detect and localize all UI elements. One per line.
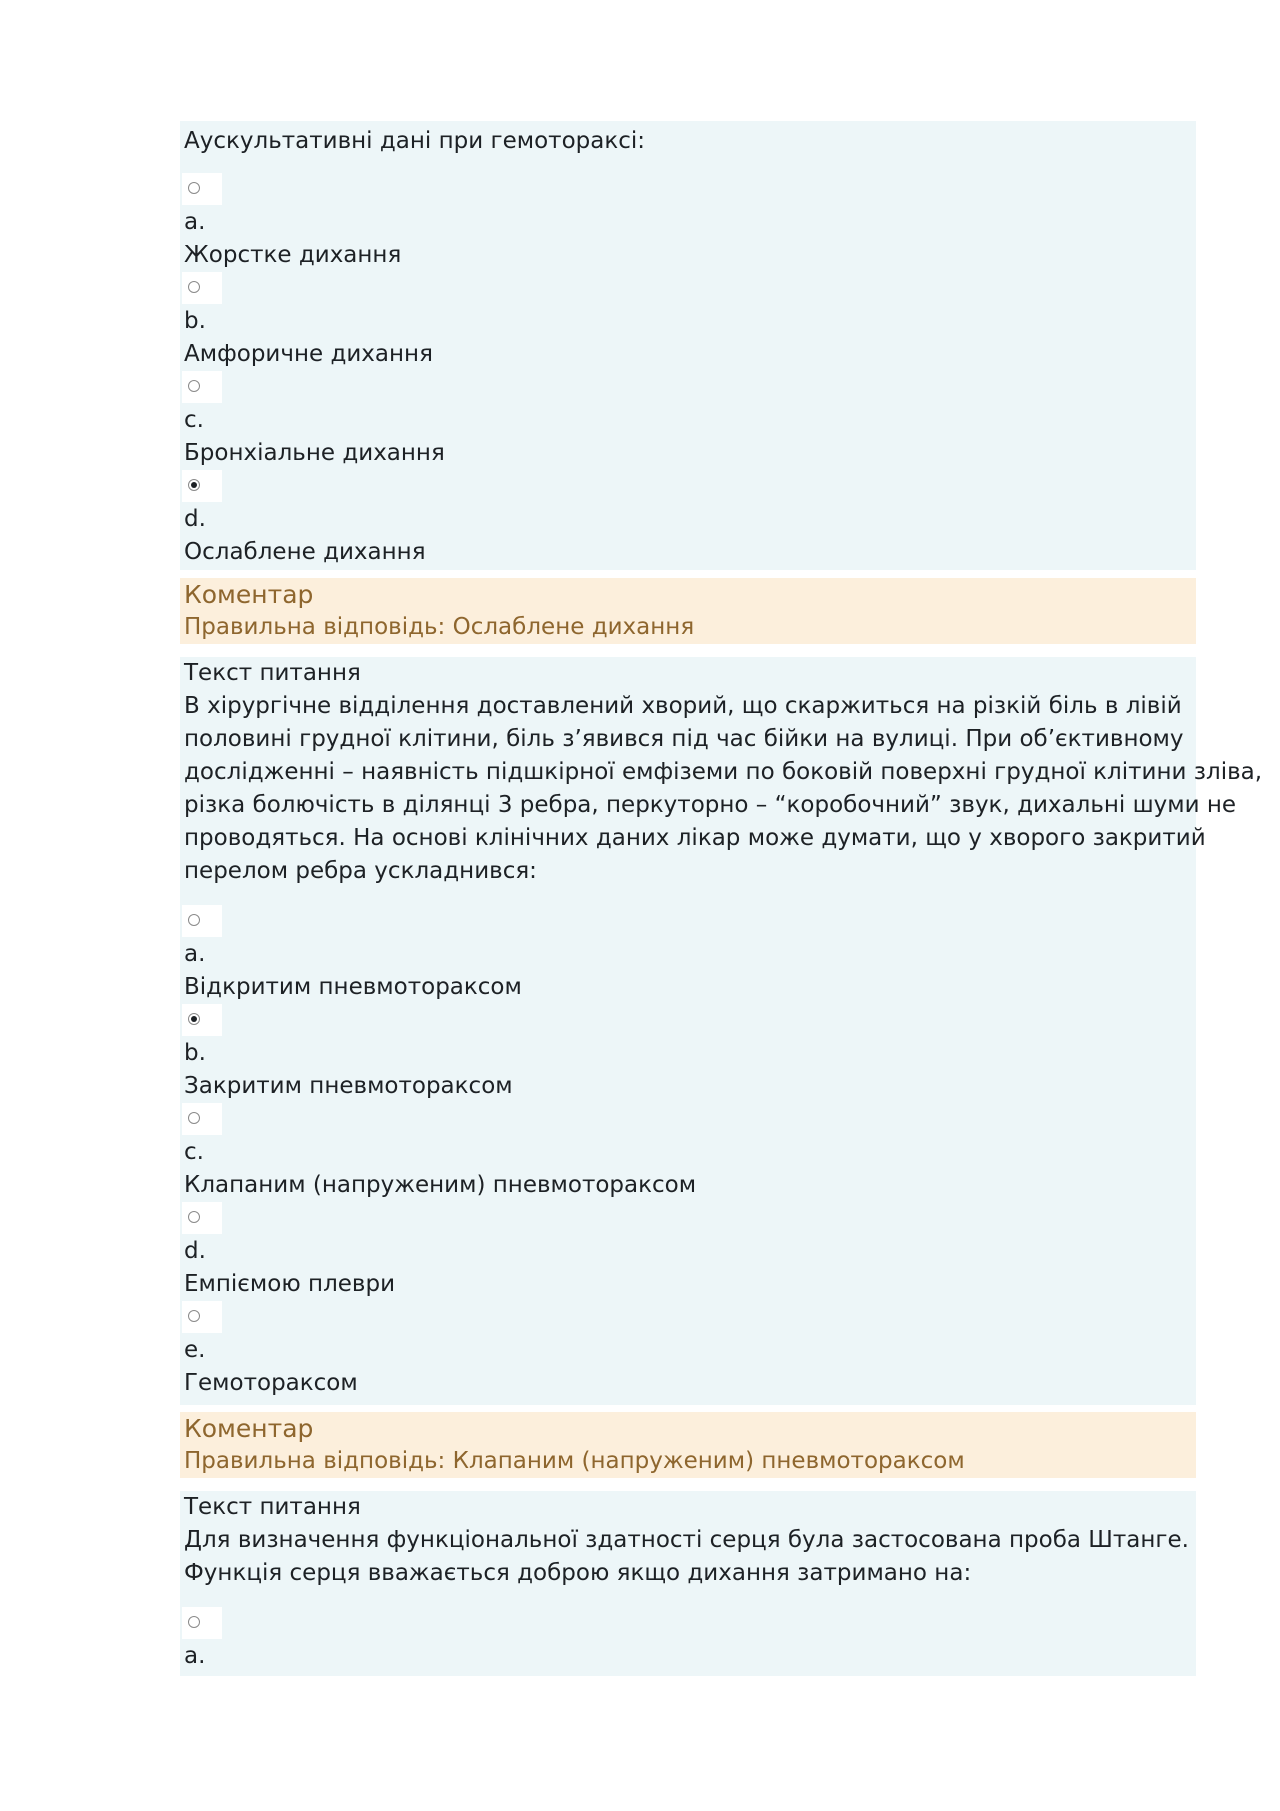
question-line: половині грудної клітини, біль з’явився під час бійки на вулиці. При об’єктивному — [184, 726, 1184, 752]
comment-1 — [180, 578, 1196, 644]
question-2 — [180, 657, 1263, 1405]
question-line: перелом ребра ускладнився: — [184, 858, 537, 884]
option-text[interactable]: Клапаним (напруженим) пневмотораксом — [184, 1172, 697, 1198]
radio-wrap — [182, 371, 222, 403]
radio-option-d[interactable] — [188, 1211, 200, 1223]
radio-option-a[interactable] — [188, 914, 200, 926]
radio-option-c[interactable] — [188, 1112, 200, 1124]
radio-option-e[interactable] — [188, 1310, 200, 1322]
question-line: В хірургічне відділення доставлений хворий, що скаржиться на різкій біль в лівій — [184, 693, 1182, 719]
question-1 — [180, 121, 1196, 570]
question-text-label: Текст питання — [184, 1494, 361, 1520]
radio-wrap — [182, 1607, 222, 1639]
option-letter: a. — [184, 1643, 206, 1669]
question-3 — [180, 1491, 1196, 1676]
question-line: Для визначення функціональної здатності серця була застосована проба Штанге. — [184, 1527, 1189, 1553]
radio-wrap — [182, 470, 222, 502]
option-text[interactable]: Закритим пневмотораксом — [184, 1073, 513, 1099]
correct-answer: Правильна відповідь: Клапаним (напруженим) пневмотораксом — [184, 1448, 965, 1474]
question-line: проводяться. На основі клінічних даних лікар може думати, що у хворого закритий — [184, 825, 1206, 851]
radio-option-d[interactable] — [188, 479, 200, 491]
option-letter: b. — [184, 1040, 206, 1066]
radio-wrap — [182, 1301, 222, 1333]
radio-wrap — [182, 1004, 222, 1036]
option-letter: a. — [184, 941, 206, 967]
question-line: Функція серця вважається доброю якщо дихання затримано на: — [184, 1560, 972, 1586]
radio-option-b[interactable] — [188, 1013, 200, 1025]
radio-wrap — [182, 1103, 222, 1135]
comment-2 — [180, 1412, 1196, 1478]
option-text[interactable]: Відкритим пневмотораксом — [184, 974, 522, 1000]
radio-option-c[interactable] — [188, 380, 200, 392]
radio-wrap — [182, 272, 222, 304]
option-text[interactable]: Емпіємою плеври — [184, 1271, 396, 1297]
option-letter: d. — [184, 1238, 206, 1264]
option-text[interactable]: Бронхіальне дихання — [184, 440, 445, 466]
option-text[interactable]: Ослаблене дихання — [184, 539, 426, 565]
comment-title: Коментар — [184, 1414, 314, 1443]
option-letter: c. — [184, 1139, 204, 1165]
option-text[interactable]: Гемотораксом — [184, 1370, 358, 1396]
question-line: дослідженні – наявність підшкірної емфіземи по боковій поверхні грудної клітини зліва, — [184, 759, 1263, 785]
question-prompt: Аускультативні дані при гемотораксі: — [184, 128, 646, 154]
radio-option-b[interactable] — [188, 281, 200, 293]
option-text[interactable]: Амфоричне дихання — [184, 341, 433, 367]
option-letter: b. — [184, 308, 206, 334]
question-line: різка болючість в ділянці 3 ребра, перкуторно – “коробочний” звук, дихальні шуми не — [184, 792, 1237, 818]
correct-answer: Правильна відповідь: Ослаблене дихання — [184, 614, 695, 640]
radio-wrap — [182, 173, 222, 205]
question-text-label: Текст питання — [184, 660, 361, 686]
radio-wrap — [182, 1202, 222, 1234]
option-letter: e. — [184, 1337, 206, 1363]
radio-wrap — [182, 905, 222, 937]
option-letter: c. — [184, 407, 204, 433]
comment-title: Коментар — [184, 580, 314, 609]
radio-option-a[interactable] — [188, 182, 200, 194]
option-letter: d. — [184, 506, 206, 532]
radio-option-a[interactable] — [188, 1616, 200, 1628]
option-letter: a. — [184, 209, 206, 235]
option-text[interactable]: Жорстке дихання — [184, 242, 402, 268]
